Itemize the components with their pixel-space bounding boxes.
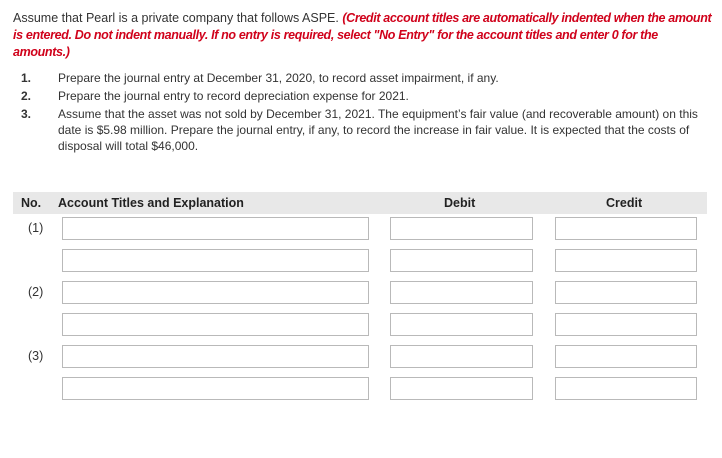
instruction-note: (Credit account titles are automatically indented when the amount is entered. Do not indent manually. If no entry is required, select "No Entry" for the account titles and enter 0 for the amounts.) <box>13 11 712 59</box>
credit-input[interactable] <box>555 281 697 304</box>
requirement-number: 1. <box>21 71 32 85</box>
credit-input[interactable] <box>555 217 697 240</box>
debit-input[interactable] <box>390 249 533 272</box>
debit-input[interactable] <box>390 377 533 400</box>
debit-input[interactable] <box>390 345 533 368</box>
entry-label: (3) <box>28 349 44 363</box>
requirement-text: Prepare the journal entry at December 31, 2020, to record asset impairment, if any. <box>58 71 499 85</box>
credit-input[interactable] <box>555 345 697 368</box>
requirement-item <box>13 88 713 104</box>
account-title-input[interactable] <box>62 217 369 240</box>
requirement-item <box>13 70 713 86</box>
header-account: Account Titles and Explanation <box>58 196 244 210</box>
requirement-text: Assume that the asset was not sold by December 31, 2021. The equipment’s fair value (and recoverable amount) on this date is $5.98 million. Prepare the journal entry, if any, to record the increase in fair value. It is expected that the costs of disposal will total $46,000. <box>58 107 698 153</box>
debit-input[interactable] <box>390 313 533 336</box>
account-title-input[interactable] <box>62 281 369 304</box>
header-debit: Debit <box>444 196 476 210</box>
journal-table-header <box>13 192 707 214</box>
instructions <box>13 10 713 61</box>
header-no: No. <box>21 196 42 210</box>
entry-label: (1) <box>28 221 44 235</box>
requirement-text: Prepare the journal entry to record depreciation expense for 2021. <box>58 89 409 103</box>
entry-label: (2) <box>28 285 44 299</box>
debit-input[interactable] <box>390 281 533 304</box>
header-credit: Credit <box>606 196 643 210</box>
credit-input[interactable] <box>555 377 697 400</box>
intro-text: Assume that Pearl is a private company that follows ASPE. <box>13 11 343 25</box>
account-title-input[interactable] <box>62 345 369 368</box>
credit-input[interactable] <box>555 249 697 272</box>
requirement-item <box>13 106 713 154</box>
account-title-input[interactable] <box>62 313 369 336</box>
requirement-number: 2. <box>21 89 32 103</box>
debit-input[interactable] <box>390 217 533 240</box>
requirement-number: 3. <box>21 107 32 121</box>
account-title-input[interactable] <box>62 377 369 400</box>
account-title-input[interactable] <box>62 249 369 272</box>
credit-input[interactable] <box>555 313 697 336</box>
requirements-list <box>13 70 713 154</box>
